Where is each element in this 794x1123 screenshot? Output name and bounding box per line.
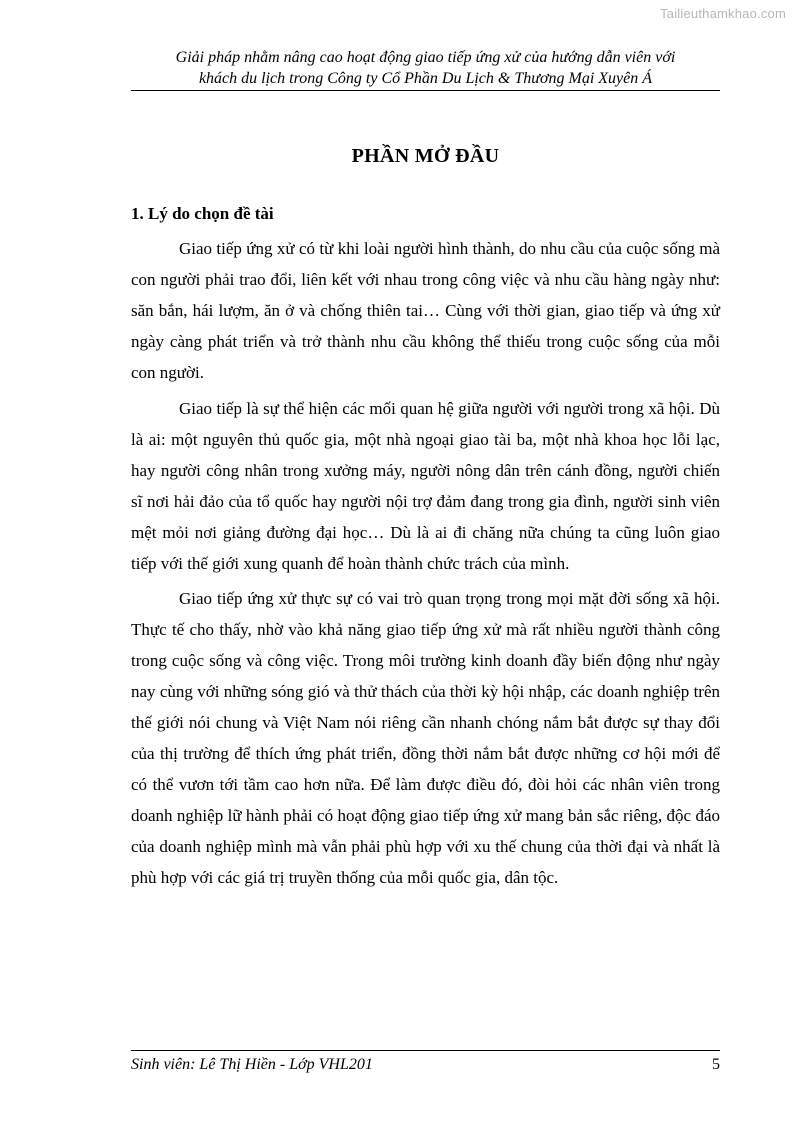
footer-author: Sinh viên: Lê Thị Hiền - Lớp VHL201 [131,1056,373,1073]
watermark: Tailieuthamkhao.com [660,6,786,21]
section-heading: 1. Lý do chọn đề tài [131,204,274,223]
page-title: PHẦN MỞ ĐẦU [351,145,500,167]
header-line-2: khách du lịch trong Công ty Cổ Phần Du Lịch & Thương Mại Xuyên Á [198,70,653,87]
paragraph-2: Giao tiếp là sự thể hiện các mối quan hệ giữa người với người trong xã hội. Dù là ai: một nguyên thủ quốc gia, một nhà ngoại giao tài ba, một nhà khoa học lỗi lạc, hay người công nhân trong xưởng máy, người nông dân trên cánh đồng, người chiến sĩ nơi hải đảo của tổ quốc hay người nội trợ đảm đang trong gia đình, người sinh viên mệt mỏi nơi giảng đường đại học… Dù là ai đi chăng nữa chúng ta cũng luôn giao tiếp với thế giới xung quanh để hoàn thành chức trách của mình. [131,398,720,573]
page-number: 5 [712,1056,720,1073]
running-header [131,47,720,89]
footer-divider [131,1050,720,1051]
header-line-1: Giải pháp nhằm nâng cao hoạt động giao tiếp ứng xử của hướng dẫn viên với [175,49,676,66]
paragraph-1: Giao tiếp ứng xử có từ khi loài người hình thành, do nhu cầu của cuộc sống mà con người phải trao đổi, liên kết với nhau trong công việc và nhu cầu hàng ngày như: săn bắn, hái lượm, ăn ở và chống thiên tai… Cùng với thời gian, giao tiếp và ứng xử ngày càng phát triển và trở thành nhu cầu không thể thiếu trong cuộc sống của mỗi con người. [131,239,720,382]
paragraph-3: Giao tiếp ứng xử thực sự có vai trò quan trọng trong mọi mặt đời sống xã hội. Thực tế cho thấy, nhờ vào khả năng giao tiếp ứng xử mà rất nhiều người thành công trong cuộc sống và công việc. Trong môi trường kinh doanh đầy biến động như ngày nay cùng với những sóng gió và thử thách của thời kỳ hội nhập, các doanh nghiệp trên thế giới nói chung và Việt Nam nói riêng cần nhanh chóng nắm bắt được sự thay đổi của thị trường để thích ứng phát triển, đồng thời nắm bắt được những cơ hội mới để có thể vươn tới tầm cao hơn nữa. Để làm được điều đó, đòi hỏi các nhân viên trong doanh nghiệp lữ hành phải có hoạt động giao tiếp ứng xử mang bản sắc riêng, độc đáo của doanh nghiệp mình mà vẫn phải phù hợp với xu thế chung của thời đại và nhất là phù hợp với các giá trị truyền thống của mỗi quốc gia, dân tộc. [131,589,720,888]
header-divider [131,90,720,91]
body-text [131,233,720,898]
